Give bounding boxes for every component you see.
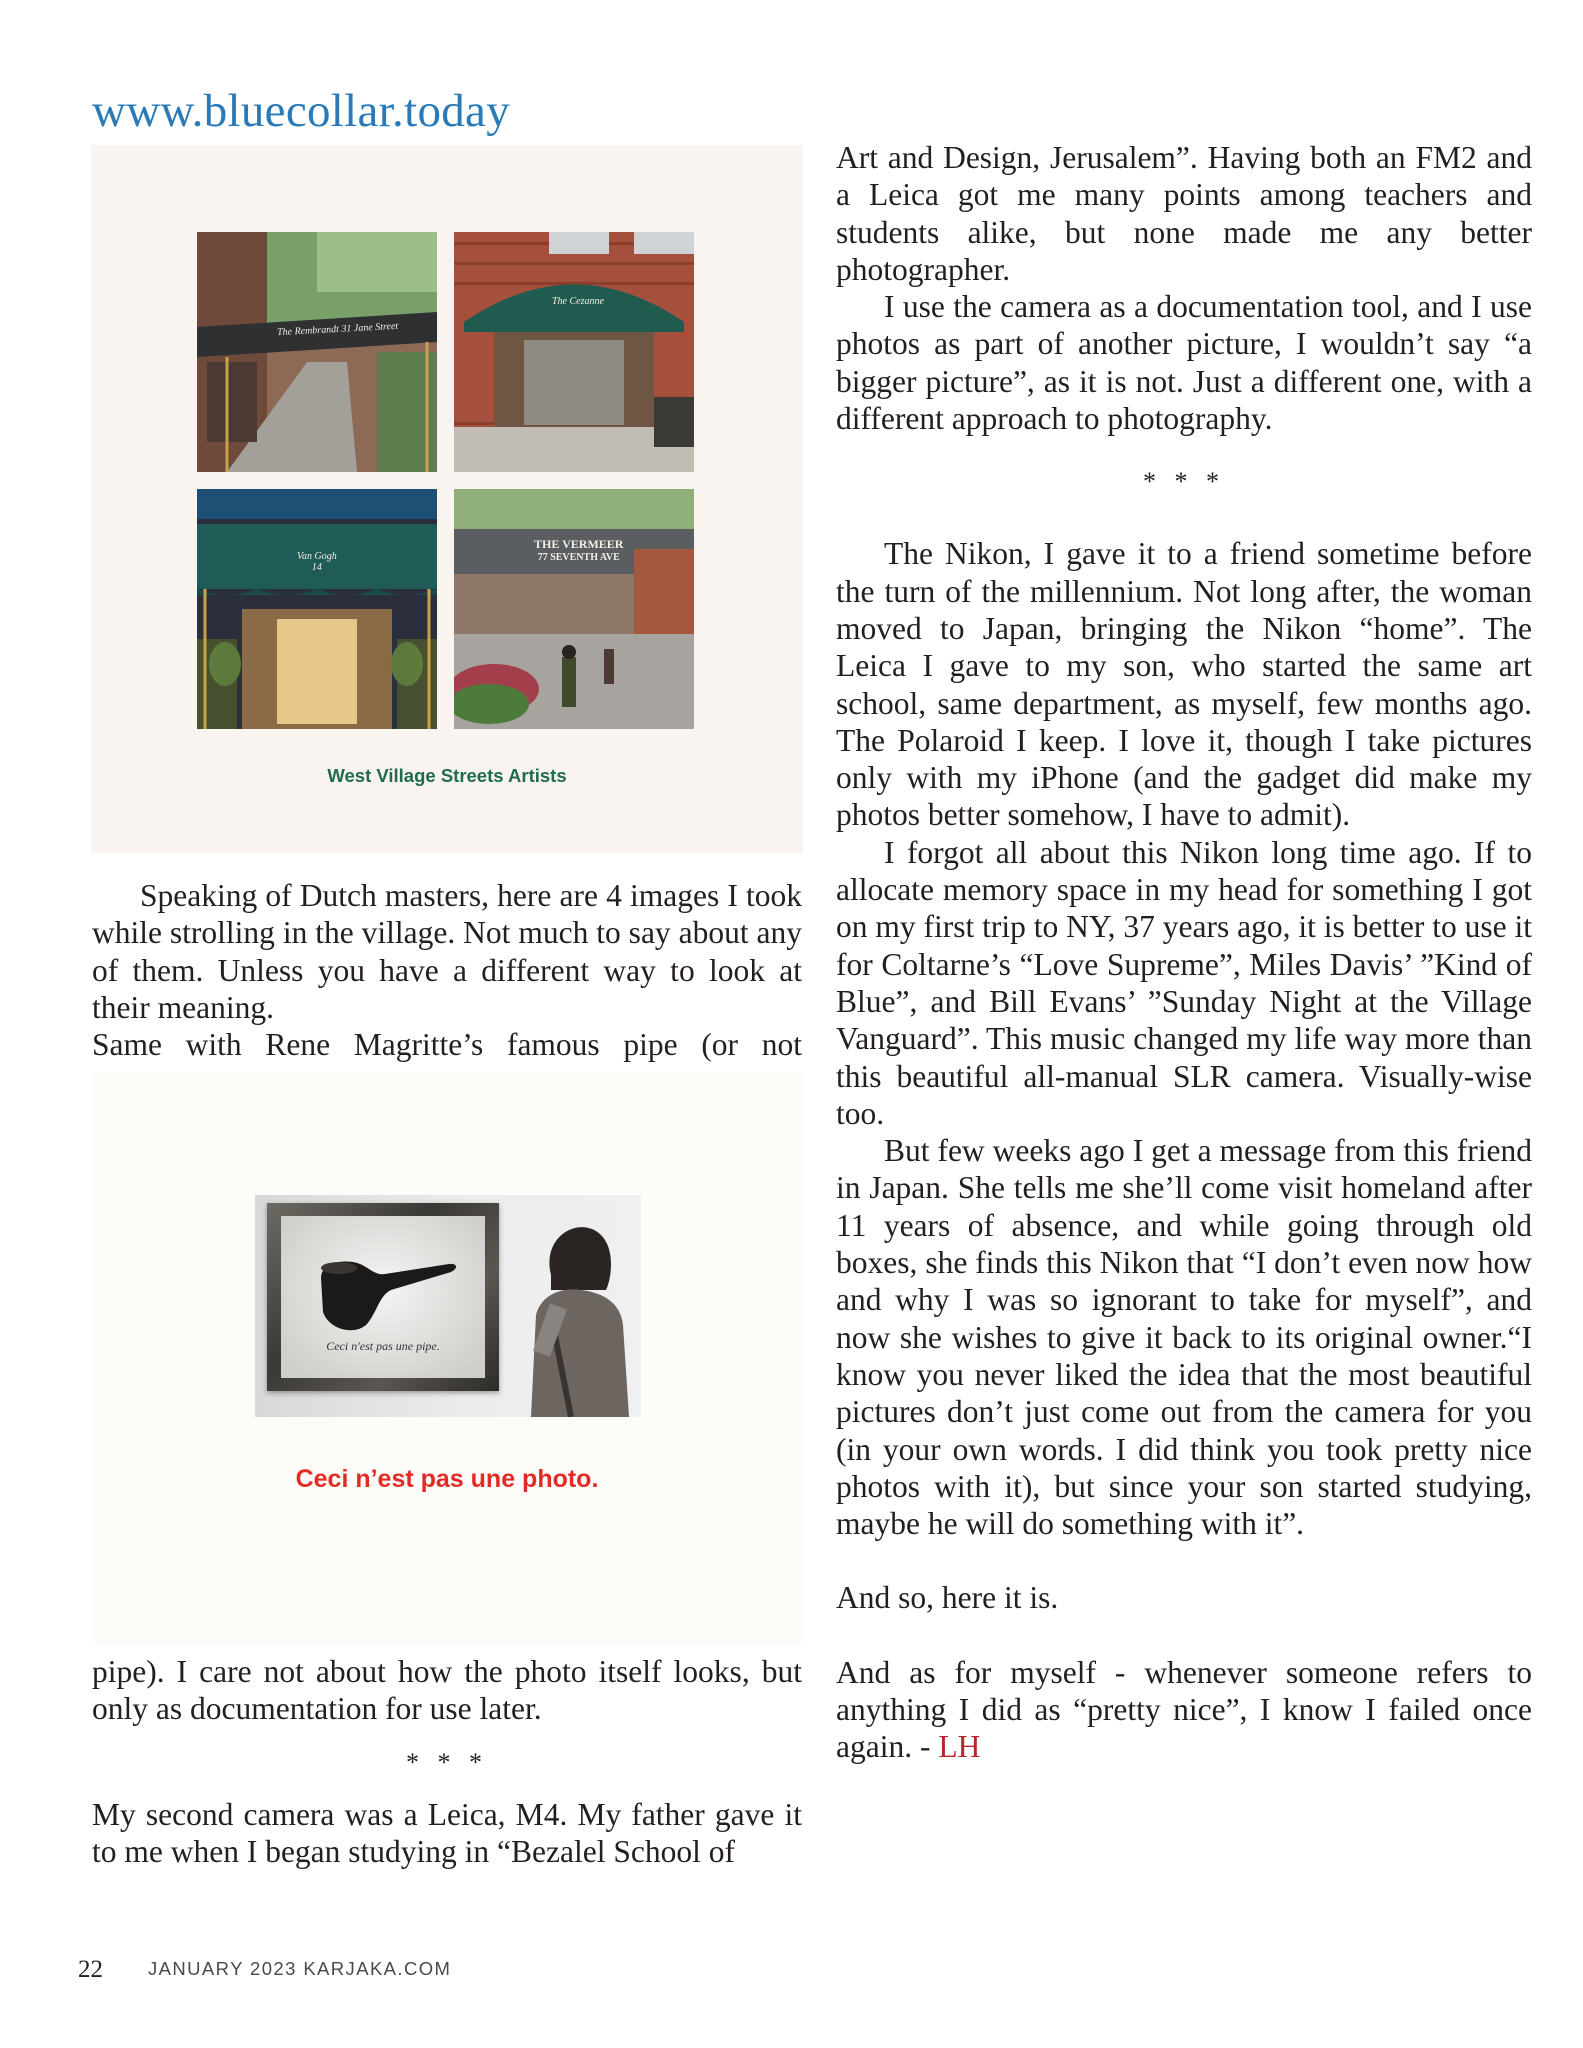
van-gogh-number: 14 xyxy=(311,562,322,573)
paragraph-here-it-is: And so, here it is. xyxy=(836,1580,1059,1616)
left-column-top xyxy=(92,877,802,1063)
figure2-caption: Ceci n’est pas une photo. xyxy=(295,1465,599,1493)
section-divider-right: * * * xyxy=(1143,467,1225,497)
paragraph-art-design: Art and Design, Jerusalem”. Having both an FM2 and a Leica got me many points among teachers and students alike, but none made me any better photographer. xyxy=(836,140,1532,287)
rembrandt-awning-text: The Rembrandt 31 Jane Street xyxy=(276,320,399,339)
painting-frame xyxy=(267,1203,499,1391)
photo-vermeer xyxy=(454,489,694,729)
photo-van-gogh xyxy=(197,489,437,729)
vermeer-name: THE VERMEER xyxy=(534,537,624,551)
photo-rembrandt xyxy=(197,232,437,472)
van-gogh-name: Van Gogh xyxy=(297,551,337,562)
author-signature: LH xyxy=(938,1729,981,1765)
page-number: 22 xyxy=(78,1956,103,1983)
site-link[interactable]: www.bluecollar.today xyxy=(92,85,511,137)
vermeer-address: 77 SEVENTH AVE xyxy=(537,552,620,563)
paragraph-nikon-gift: The Nikon, I gave it to a friend sometime before the turn of the millennium. Not long after, the woman moved to Japan, bringing the Nikon “home”. The Leica I gave to my son, who started the same art school, same department, as myself, few months ago. The Polaroid I keep. I love it, though I take pictures only with my iPhone (and the gadget did make my photos better somehow, I have to admit). xyxy=(836,536,1532,833)
left-column-bottom xyxy=(92,1653,802,1870)
van-gogh-awning-text xyxy=(297,551,337,573)
section-divider-left: * * * xyxy=(406,1747,488,1777)
museum-visitor xyxy=(511,1195,641,1417)
painting-canvas xyxy=(281,1216,485,1378)
vermeer-sign xyxy=(534,537,623,563)
figure1-caption: West Village Streets Artists xyxy=(327,765,567,786)
paragraph-documentation-tool: I use the camera as a documentation tool, and I use photos as part of another picture, I wouldn’t say “a bigger picture”, as it is not. Just a different one, with a different approach to photography. xyxy=(836,289,1532,437)
paragraph-leica: My second camera was a Leica, M4. My father gave it to me when I began studying in “Bezalel School of xyxy=(92,1796,802,1869)
magritte-photo-panel xyxy=(91,1073,803,1645)
paragraph-documentation: pipe). I care not about how the photo itself looks, but only as documentation for use later. xyxy=(92,1654,802,1727)
paragraph-forgot-nikon: I forgot all about this Nikon long time ago. If to allocate memory space in my head for something I got on my first trip to NY, 37 years ago, it is better to use it for Coltarne’s “Love Supreme”, Miles Davis’ ”Kind of Blue”, and Bill Evans’ ”Sunday Night at the Village Vanguard”. This music changed my life way more than this beautiful all-manual SLR camera. Visually-wise too. xyxy=(836,834,1532,1131)
paragraph-magritte-start: Same with Rene Magritte’s famous pipe (or not xyxy=(92,1027,802,1063)
right-column xyxy=(836,139,1532,1766)
issue-info: JANUARY 2023 KARJAKA.COM xyxy=(148,1958,452,1979)
cezanne-awning-text: The Cezanne xyxy=(552,296,604,307)
paragraph-closing xyxy=(836,1654,1532,1766)
photo-grid-panel xyxy=(91,145,803,853)
photo-cezanne xyxy=(454,232,694,472)
paragraph-dutch-masters: Speaking of Dutch masters, here are 4 images I took while strolling in the village. Not much to say about any of them. Unless you have a different way to look at their meaning. xyxy=(92,878,802,1025)
magritte-photo xyxy=(255,1195,641,1417)
painting-inscription: Ceci n'est pas une pipe. xyxy=(326,1339,440,1353)
paragraph-message-japan: But few weeks ago I get a message from this friend in Japan. She tells me she’ll come visit homeland after 11 years of absence, and while going through old boxes, she finds this Nikon that “I don’t even now how and why I was so ignorant to take for myself”, and now she wishes to give it back to its original owner.“I know you never liked the idea that the most beautiful pictures don’t just come out from the camera for you (in your own words. I did think you took pretty nice photos with it), but since your son started studying, maybe he will do something with it”. xyxy=(836,1133,1532,1542)
closing-text: And as for myself - whenever someone refers to anything I did as “pretty nice”, I know I failed once again. - xyxy=(836,1654,1532,1765)
